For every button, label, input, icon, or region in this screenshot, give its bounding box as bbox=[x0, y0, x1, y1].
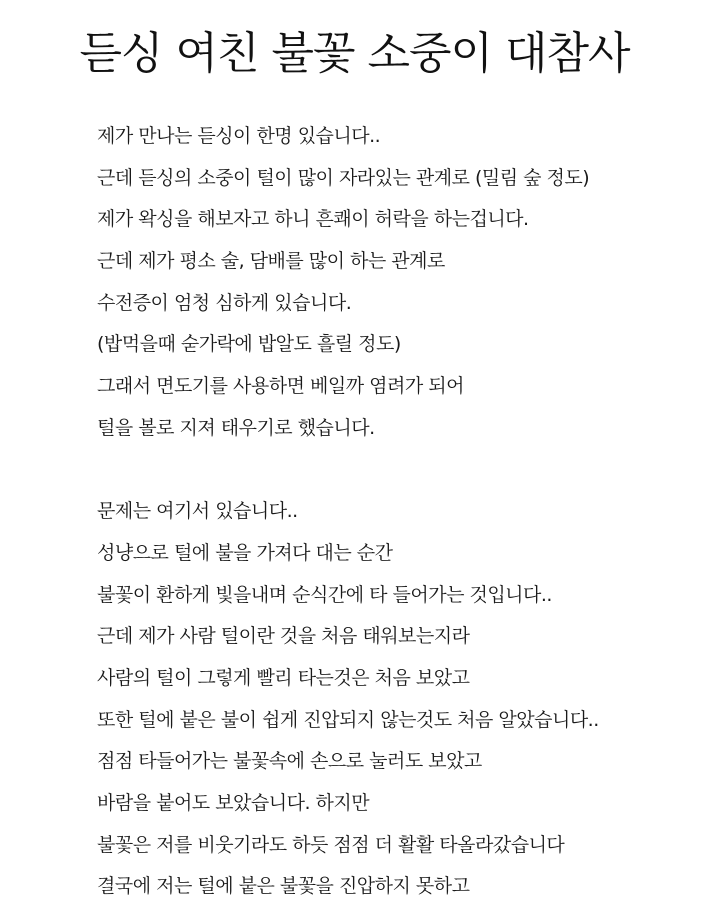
text-line: 사람의 털이 그렇게 빨리 타는것은 처음 보았고 bbox=[97, 666, 470, 689]
text-line: 근데 듣싱의 소중이 털이 많이 자라있는 관계로 (밀림 숲 정도) bbox=[97, 166, 590, 189]
text-line: 불꽃은 저를 비웃기라도 하듯 점점 더 활활 타올라갔습니다 bbox=[97, 833, 565, 856]
post-title: 듣싱 여친 불꽃 소중이 대참사 bbox=[79, 28, 630, 79]
text-line: 문제는 여기서 있습니다.. bbox=[97, 500, 298, 523]
text-line: 근데 제가 사람 털이란 것을 처음 태워보는지라 bbox=[97, 625, 470, 648]
text-line: 털을 볼로 지져 태우기로 했습니다. bbox=[97, 416, 375, 439]
text-line: 제가 왁싱을 해보자고 하니 흔쾌이 허락을 하는겁니다. bbox=[97, 208, 529, 231]
text-line: (밥먹을때 숟가락에 밥알도 흘릴 정도) bbox=[97, 333, 401, 356]
text-line: 제가 만나는 듣싱이 한명 있습니다.. bbox=[97, 125, 381, 147]
text-line: 불꽃이 환하게 빛을내며 순식간에 타 들어가는 것입니다.. bbox=[97, 583, 552, 606]
paragraph-2 bbox=[97, 491, 697, 908]
text-line: 점점 타들어가는 불꽃속에 손으로 눌러도 보았고 bbox=[97, 750, 482, 773]
text-line: 결국에 저는 털에 붙은 불꽃을 진압하지 못하고 bbox=[97, 875, 470, 898]
text-line: 그래서 면도기를 사용하면 베일까 염려가 되어 bbox=[97, 375, 464, 398]
text-line: 또한 털에 붙은 불이 쉽게 진압되지 않는것도 처음 알았습니다.. bbox=[97, 708, 599, 731]
paragraph-gap bbox=[97, 450, 697, 492]
text-line: 수전증이 엄청 심하게 있습니다. bbox=[97, 291, 352, 314]
text-line: 성냥으로 털에 불을 가져다 대는 순간 bbox=[97, 541, 393, 564]
paragraph-1 bbox=[97, 116, 697, 450]
text-line: 바람을 붙어도 보았습니다. 하지만 bbox=[97, 792, 370, 814]
text-line: 근데 제가 평소 술, 담배를 많이 하는 관계로 bbox=[97, 250, 445, 273]
post-body bbox=[97, 116, 697, 908]
